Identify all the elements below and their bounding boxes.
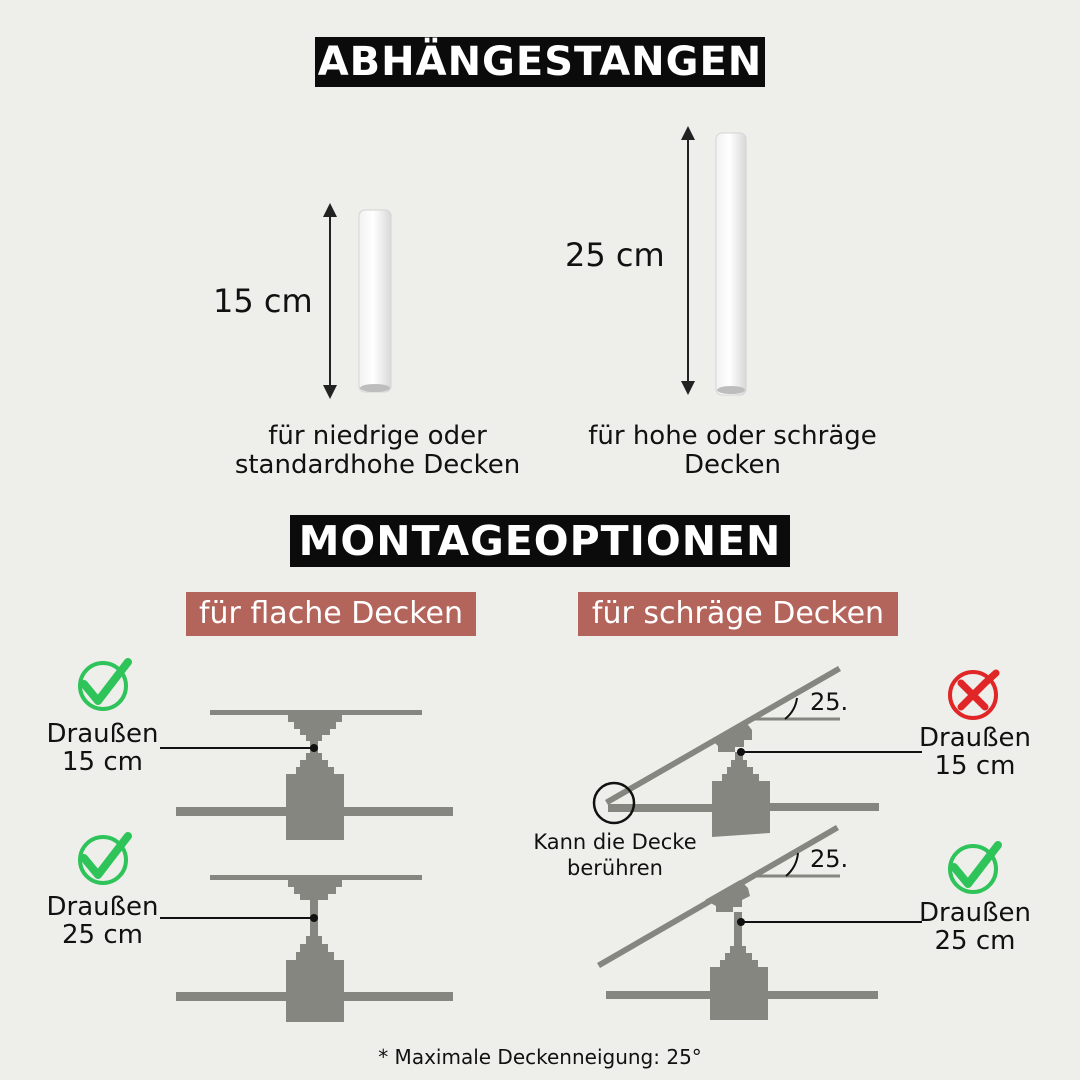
fan-flat-25cm — [176, 875, 453, 1022]
blade-left — [608, 804, 712, 812]
angle-label: 25. — [810, 688, 849, 716]
rod-caption-15cm — [200, 422, 555, 480]
ceiling-line — [210, 710, 422, 715]
blade-left — [606, 991, 710, 999]
rod-15cm — [330, 210, 391, 392]
ceiling-canopy — [288, 715, 342, 741]
downrod — [734, 912, 742, 946]
label-line: Draußen — [919, 723, 1031, 753]
badge-sloped-ceilings: für schräge Decken — [578, 592, 898, 636]
motor-housing — [712, 760, 770, 837]
label-line: 25 cm — [934, 926, 1016, 956]
fan-flat-15cm — [176, 710, 453, 840]
mounting-title: MONTAGEOPTIONEN — [290, 515, 790, 567]
rod-short — [359, 210, 391, 392]
ceiling-canopy — [288, 880, 342, 900]
caption-line: für niedrige oder — [268, 421, 487, 451]
motor-housing — [286, 753, 344, 840]
caption-line: standardhohe Decken — [234, 450, 521, 480]
rod-length-25cm: 25 cm — [565, 236, 665, 274]
label-line: Draußen — [919, 898, 1031, 928]
flat-option-15cm-label — [40, 720, 165, 776]
label-line: 25 cm — [62, 920, 143, 950]
label-line: 15 cm — [934, 751, 1016, 781]
blade-right — [770, 803, 879, 811]
cross-icon — [950, 672, 996, 718]
footnote: * Maximale Deckenneigung: 25° — [378, 1045, 702, 1069]
caption-line: für hohe oder schräge — [588, 421, 877, 451]
angle-label: 25. — [810, 845, 849, 873]
blade-right — [344, 992, 453, 1001]
check-icon — [950, 845, 998, 892]
blade-right — [768, 991, 878, 999]
badge-flat-ceilings: für flache Decken — [186, 592, 476, 636]
rod-length-15cm: 15 cm — [213, 282, 313, 320]
ceiling-contact-note — [520, 829, 710, 881]
blade-right — [344, 807, 453, 816]
note-line: berühren — [567, 856, 663, 880]
check-icon — [80, 836, 128, 883]
rods-title: ABHÄNGESTANGEN — [315, 37, 765, 87]
ceiling-line — [210, 875, 422, 880]
label-line: Draußen — [46, 719, 159, 749]
rod-caption-25cm — [560, 422, 905, 480]
note-line: Kann die Decke — [533, 830, 697, 854]
label-line: Draußen — [46, 892, 159, 922]
blade-left — [176, 992, 286, 1001]
ceiling-canopy — [705, 880, 750, 912]
rod-long — [716, 133, 746, 395]
caption-line: Decken — [684, 450, 781, 480]
blade-left — [176, 807, 286, 816]
rod-25cm — [688, 133, 746, 395]
motor-housing — [710, 946, 768, 1020]
sloped-option-25cm-label — [910, 899, 1040, 955]
sloped-option-15cm-label — [910, 724, 1040, 780]
sloped-pointers — [737, 748, 922, 926]
contact-highlight-circle — [594, 783, 634, 823]
label-line: 15 cm — [62, 747, 143, 777]
check-icon — [80, 662, 128, 709]
flat-option-25cm-label — [40, 893, 165, 949]
motor-housing — [286, 936, 344, 1022]
